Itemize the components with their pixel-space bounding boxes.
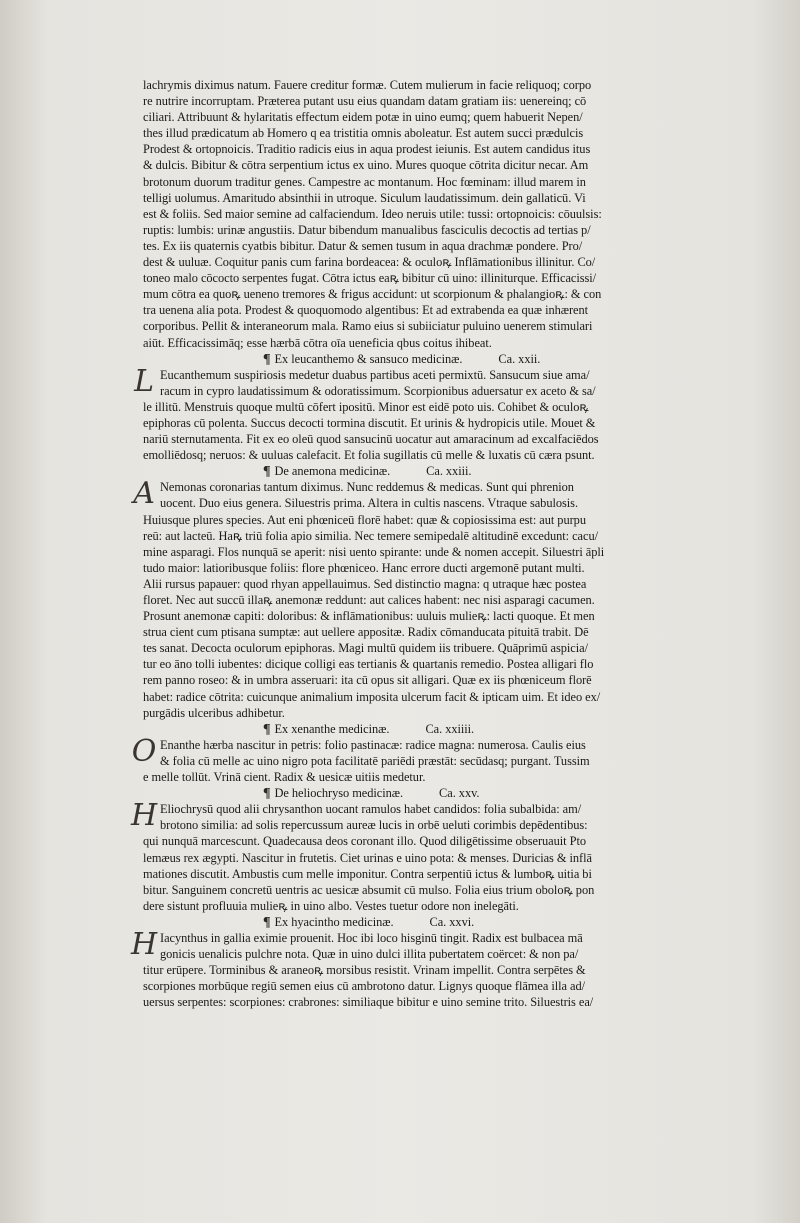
- text-line: thes illud prædicatum ab Homero q ea tristitia omnis aboleatur. Est autem succi prædulcis: [143, 126, 584, 141]
- text-line: Eucanthemum suspiriosis medetur duabus partibus aceti permixtū. Sansucum siue ama/: [160, 367, 590, 382]
- text-line: gonicis uenalicis pulchre nota. Quæ in uino dulci illita pubertatem coërcet: & non pa/: [160, 947, 579, 962]
- text-line: tudo maior: latioribusque foliis: flore phœniceo. Hanc errore ducti argemonē putant multi.: [143, 560, 585, 575]
- initial-letter: H: [131, 926, 158, 962]
- text-line: qui nunquā marcescunt. Quadecausa deos coronant illo. Quod diligētissime obseruauit Pto: [143, 834, 586, 849]
- heading-text: De heliochryso medicinæ.: [274, 786, 404, 801]
- text-line: brotonum duorum traditur genes. Campestre ac montanum. Hoc fœminam: illud marem in: [143, 174, 586, 189]
- pilcrow-icon: ¶: [263, 721, 271, 737]
- section-heading-xxiiii: [143, 721, 711, 737]
- text-line: le illitū. Menstruis quoque multū cōfert ipositū. Minor est eidē poto uis. Cohibet & oculoꝶ: [143, 399, 589, 414]
- text-line: Eliochrysū quod alii chrysanthon uocant ramulos habet candidos: folia subalbida: am/: [160, 802, 582, 817]
- paragraph-xxii: [134, 363, 711, 464]
- text-line: floret. Nec aut succū illaꝶ anemonæ reddunt: aut calices habent: nec nisi asparagi cacumen.: [143, 593, 595, 607]
- heading-text: Ex hyacintho medicinæ.: [274, 914, 394, 929]
- text-line: reū: aut lacteū. Haꝶ triū folia apio similia. Nec temere semipedalē altitudinē excedunt: cacu/: [143, 528, 598, 543]
- text-line: Huiusque plures species. Aut eni phœniceū florē habet: quæ & copiosissima est: aut purpu: [143, 512, 586, 527]
- text-line: nariū sternutamenta. Fit ex eo oleū quod sansucinū uocatur aut amaracinum ad excalfaciēdos: [143, 432, 599, 447]
- pilcrow-icon: ¶: [263, 351, 271, 367]
- text-line: est & foliis. Sed maior semine ad calfaciendum. Ideo neruis utile: tussi: ortopnoicis: cōuulsis:: [143, 206, 602, 221]
- text-line: lemæus rex ægypti. Nascitur in frutetis. Ciet urinas e uino pota: & menses. Duricias & inflā: [143, 850, 592, 865]
- text-line: aiūt. Efficacissimāq; esse hærbā cōtra oīa ueneficia qbus coitus ihibeat.: [143, 335, 492, 350]
- text-line: purgādis ulceribus adhibetur.: [143, 705, 285, 720]
- paragraph-xxvi: [131, 926, 711, 1010]
- heading-text: De anemona medicinæ.: [274, 464, 391, 479]
- text-line: tes. Ex iis quaternis cyatbis bibitur. Datur & semen tusum in aqua drachmæ pondere. Pro/: [143, 238, 583, 253]
- text-line: Iacynthus in gallia eximie prouenit. Hoc ibi loco hisginū tingit. Radix est bulbacea mā: [160, 930, 583, 945]
- paragraph-xxiiii: [131, 733, 711, 785]
- chapter-number: Ca. xxii.: [498, 351, 541, 366]
- text-line: rem panno roseo: & in umbra asseruari: ita cū opus sit alligari. Quæ ex iis phœniceum florē: [143, 673, 592, 688]
- heading-text: Ex xenanthe medicinæ.: [274, 721, 390, 736]
- chapter-number: Ca. xxiii.: [426, 464, 472, 479]
- text-line: emolliēdosq; neruos: & uuluas calefacit. Et folia sugillatis cū melle & luxatis cū cæra psunt.: [143, 448, 595, 463]
- text-line: re nutrire incorruptam. Præterea putant usu eius quandam datam gratiam iis: uenereinq; cō: [143, 94, 587, 109]
- text-line: telligi uolumus. Amaritudo absinthii in utroque. Siculum laudatissimum. dein gallaticū. Vi: [143, 190, 586, 205]
- heading-text: Ex leucanthemo & sansuco medicinæ.: [274, 351, 463, 366]
- text-line: e melle tollūt. Vrinā cient. Radix & uesicæ uitiis medetur.: [143, 770, 426, 785]
- text-line: & folia cū melle ac uino nigro pota facilitatē pariēdi præstāt: secūdasq; purgant. Tussim: [160, 753, 590, 768]
- text-line: lachrymis diximus natum. Fauere creditur formæ. Cutem mulierum in facie reliquoq; corpo: [143, 78, 592, 92]
- chapter-number: Ca. xxvi.: [429, 914, 475, 929]
- initial-letter: L: [134, 363, 154, 399]
- section-heading-xxiii: [143, 463, 711, 479]
- text-line: tra uenena alia pota. Prodest & quoquomodo algentibus: Et ad extrabenda ea quæ inhærent: [143, 303, 589, 318]
- text-line: strua cient cum ptisana sumptæ: aut uellere appositæ. Radix cōmanducata pituitā trabit. Dē: [143, 625, 589, 640]
- paragraph-xxv: [131, 798, 711, 914]
- text-line: tur eo āno tolli iubentes: dicique colligi eas tertianis & quartanis remedio. Postea alligari flo: [143, 657, 594, 672]
- pilcrow-icon: ¶: [263, 914, 271, 930]
- text-line: Nemonas coronarias tantum diximus. Nunc reddemus & medicas. Sunt qui phrenion: [160, 480, 574, 495]
- text-line: mine asparagi. Flos nunquā se aperit: nisi uento spirante: unde & nomen accepit. Siluestri āpli: [143, 544, 605, 559]
- text-line: Enanthe hærba nascitur in petris: folio pastinacæ: radice magna: numerosa. Caulis eius: [160, 737, 586, 752]
- chapter-number: Ca. xxv.: [439, 786, 480, 801]
- text-line: mum cōtra ea quoꝶ ueneno tremores & frigus accidunt: ut scorpionum & phalangioꝶ: & con: [143, 287, 602, 302]
- pilcrow-icon: ¶: [263, 786, 271, 802]
- text-line: mationes discutit. Ambustis cum melle imponitur. Contra serpentiū ictus & lumboꝶ uitia bi: [143, 866, 592, 881]
- paragraph-top: [143, 77, 711, 351]
- text-line: Alii rursus papauer: quod rhyan appellauimus. Sed distinctio magna: q utraque hæc postea: [143, 576, 587, 591]
- text-line: bitur. Sanguinem concretū uentris ac uesicæ absumit cū mulso. Folia eius trium oboloꝶ pon: [143, 882, 595, 897]
- text-line: toneo malo cōcocto serpentes fugat. Cōtra ictus eaꝶ bibitur cū uino: illiniturque. Efficacissi/: [143, 271, 597, 286]
- text-line: ciliari. Attribuunt & hylaritatis effectum eidem potæ in uino eumq; quem habuerit Nepen/: [143, 110, 583, 125]
- section-heading-xxv: [143, 785, 711, 801]
- text-line: & dulcis. Bibitur & cōtra serpentium ictus ex uino. Mures quoque cōtrita dicitur necar. Am: [143, 158, 589, 173]
- text-line: uocent. Duo eius genera. Siluestris prima. Altera in cultis nascens. Vtraque sabulosis.: [160, 496, 578, 511]
- text-line: ruptis: lumbis: urinæ angustiis. Datur bibendum manualibus fasciculis decoctis ad tertias p/: [143, 222, 591, 237]
- text-block: [131, 77, 711, 1010]
- initial-letter: H: [131, 798, 158, 834]
- pilcrow-icon: ¶: [263, 464, 271, 480]
- text-line: scorpiones morbūque regiū semen eius cū ambrotono datur. Lignys quoque flāmea illa ad/: [143, 979, 585, 994]
- text-line: Prodest & ortopnoicis. Traditio radicis eius in aqua prodest ieiunis. Est autem candidus itus: [143, 142, 591, 157]
- text-line: dest & uuluæ. Coquitur panis cum farina bordeacea: & oculoꝶ Inflāmationibus illinitur. Co/: [143, 255, 596, 270]
- text-line: habet: radice cōtrita: cuicunque animalium imposita ulcerum facit & ipticam uim. Et ideo ex/: [143, 689, 601, 704]
- text-line: dere sistunt profluuia mulieꝶ in uino albo. Vestes tuetur odore non inelegāti.: [143, 898, 519, 913]
- text-line: epiphoras cū polenta. Succus decocti tormina discutit. Et urinis & hydropicis utile. Mouet &: [143, 415, 596, 430]
- initial-letter: O: [131, 733, 157, 769]
- text-line: racum in cypro laudatissimum & odoratissimum. Scorpionibus aduersatur ex aceto & sa/: [160, 383, 596, 398]
- text-line: corporibus. Pellit & interaneorum mala. Ramo eius si subiiciatur puluino uenerem stimulari: [143, 319, 593, 334]
- chapter-number: Ca. xxiiii.: [425, 721, 475, 736]
- text-line: Prosunt anemonæ capiti: doloribus: & inflāmationibus: uuluis mulieꝶ: lacti quoque. Et men: [143, 609, 595, 624]
- text-line: brotono similia: ad solis repercussum aureæ lucis in orbē ueluti corimbis depēdentibus:: [160, 818, 588, 833]
- initial-letter: A: [133, 476, 155, 512]
- text-line: uersus serpentes: scorpiones: crabrones: similiaque bibitur e uino semine trito. Siluestris ea/: [143, 995, 594, 1010]
- text-line: titur erūpere. Torminibus & araneoꝶ morsibus resistit. Vrinam impellit. Contra serpētes &: [143, 963, 586, 978]
- paragraph-xxiii: [133, 476, 711, 720]
- section-heading-xxii: [143, 351, 711, 367]
- text-line: tes sanat. Decocta oculorum epiphoras. Magi multū quidem iis tribuere. Quāprimū aspicia/: [143, 641, 588, 656]
- section-heading-xxvi: [143, 914, 711, 930]
